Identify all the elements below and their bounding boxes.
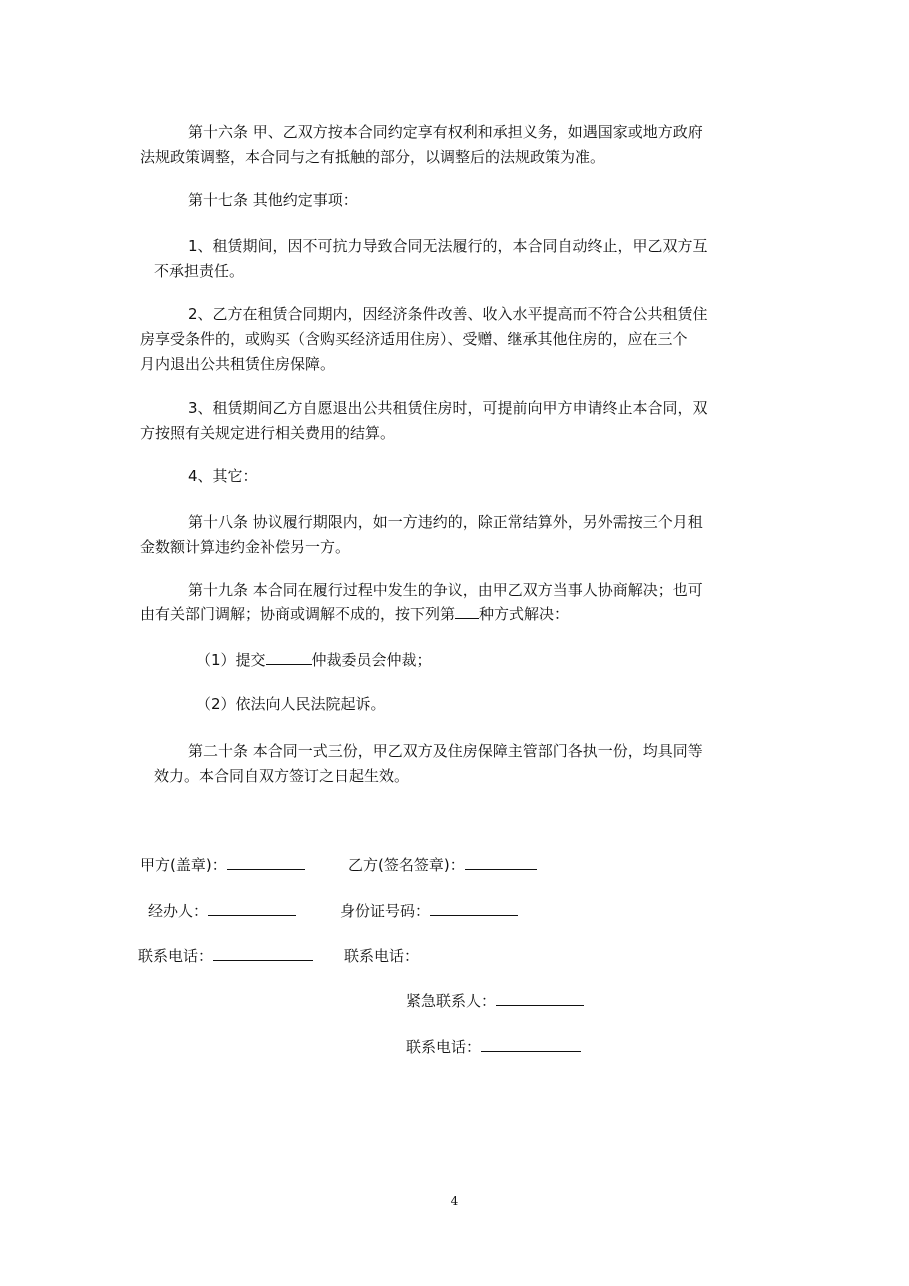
arbitration-committee-blank[interactable] [266, 650, 312, 665]
article17-item2-line2: 房享受条件的，或购买（含购买经济适用住房）、受赠、继承其他住房的，应在三个 [140, 330, 688, 348]
article17-item2-line1: 2、乙方在租赁合同期内，因经济条件改善、收入水平提高而不符合公共租赁住 [188, 305, 708, 323]
party-b-label: 乙方(签名签章)： [348, 856, 465, 874]
emergency-phone-label: 联系电话： [406, 1038, 482, 1056]
article19-method-blank[interactable] [455, 604, 479, 619]
article19-option1-after: 仲裁委员会仲裁； [311, 651, 432, 669]
party-a-seal-field [140, 855, 305, 875]
agent-field [148, 901, 296, 921]
article18-line1: 第十八条 协议履行期限内，如一方违约的，除正常结算外，另外需按三个月租 [188, 513, 703, 531]
id-number-field [340, 901, 518, 921]
party-a-label: 甲方(盖章)： [140, 856, 227, 874]
article19-line2-after: 种方式解决： [479, 605, 570, 623]
article19-line1: 第十九条 本合同在履行过程中发生的争议，由甲乙双方当事人协商解决；也可 [188, 581, 703, 599]
emergency-contact-field [406, 991, 584, 1011]
article17-item1-line2: 不承担责任。 [154, 262, 245, 280]
party-a-blank[interactable] [227, 855, 305, 870]
phone-b-label: 联系电话： [344, 947, 420, 965]
emergency-phone-blank[interactable] [481, 1037, 581, 1052]
phone-b-field [344, 946, 419, 966]
article18-line2: 金数额计算违约金补偿另一方。 [140, 538, 351, 556]
agent-blank[interactable] [208, 901, 296, 916]
article17-item2-line3: 月内退出公共租赁住房保障。 [140, 355, 336, 373]
page-number: 4 [450, 1194, 459, 1208]
id-number-label: 身份证号码： [340, 902, 431, 920]
phone-a-field [138, 946, 313, 966]
id-number-blank[interactable] [430, 901, 518, 916]
article20-line2: 效力。本合同自双方签订之日起生效。 [154, 767, 410, 785]
article17-item4: 4、其它： [188, 467, 258, 485]
party-b-blank[interactable] [465, 855, 537, 870]
article19-option2: （2）依法向人民法院起诉。 [196, 695, 386, 713]
article19-line2-before: 由有关部门调解；协商或调解不成的，按下列第 [140, 605, 456, 623]
article20-line1: 第二十条 本合同一式三份，甲乙双方及住房保障主管部门各执一份，均具同等 [188, 742, 703, 760]
emergency-phone-field [406, 1037, 581, 1057]
article19-line2 [140, 604, 569, 624]
article17-heading: 第十七条 其他约定事项： [188, 191, 358, 209]
article19-option1-before: （1）提交 [196, 651, 266, 669]
article17-item3-line2: 方按照有关规定进行相关费用的结算。 [140, 424, 396, 442]
phone-a-blank[interactable] [213, 946, 313, 961]
article17-item1-line1: 1、租赁期间，因不可抗力导致合同无法履行的，本合同自动终止，甲乙双方互 [188, 237, 708, 255]
phone-a-label: 联系电话： [138, 947, 214, 965]
article17-item3-line1: 3、租赁期间乙方自愿退出公共租赁住房时，可提前向甲方申请终止本合同，双 [188, 399, 708, 417]
article16-line2: 法规政策调整，本合同与之有抵触的部分，以调整后的法规政策为准。 [140, 148, 606, 166]
article19-option1 [196, 650, 432, 670]
party-b-signature-field [348, 855, 537, 875]
agent-label: 经办人： [148, 902, 209, 920]
article16-line1: 第十六条 甲、乙双方按本合同约定享有权利和承担义务，如遇国家或地方政府 [188, 123, 703, 141]
emergency-contact-blank[interactable] [496, 991, 584, 1006]
emergency-contact-label: 紧急联系人： [406, 992, 497, 1010]
